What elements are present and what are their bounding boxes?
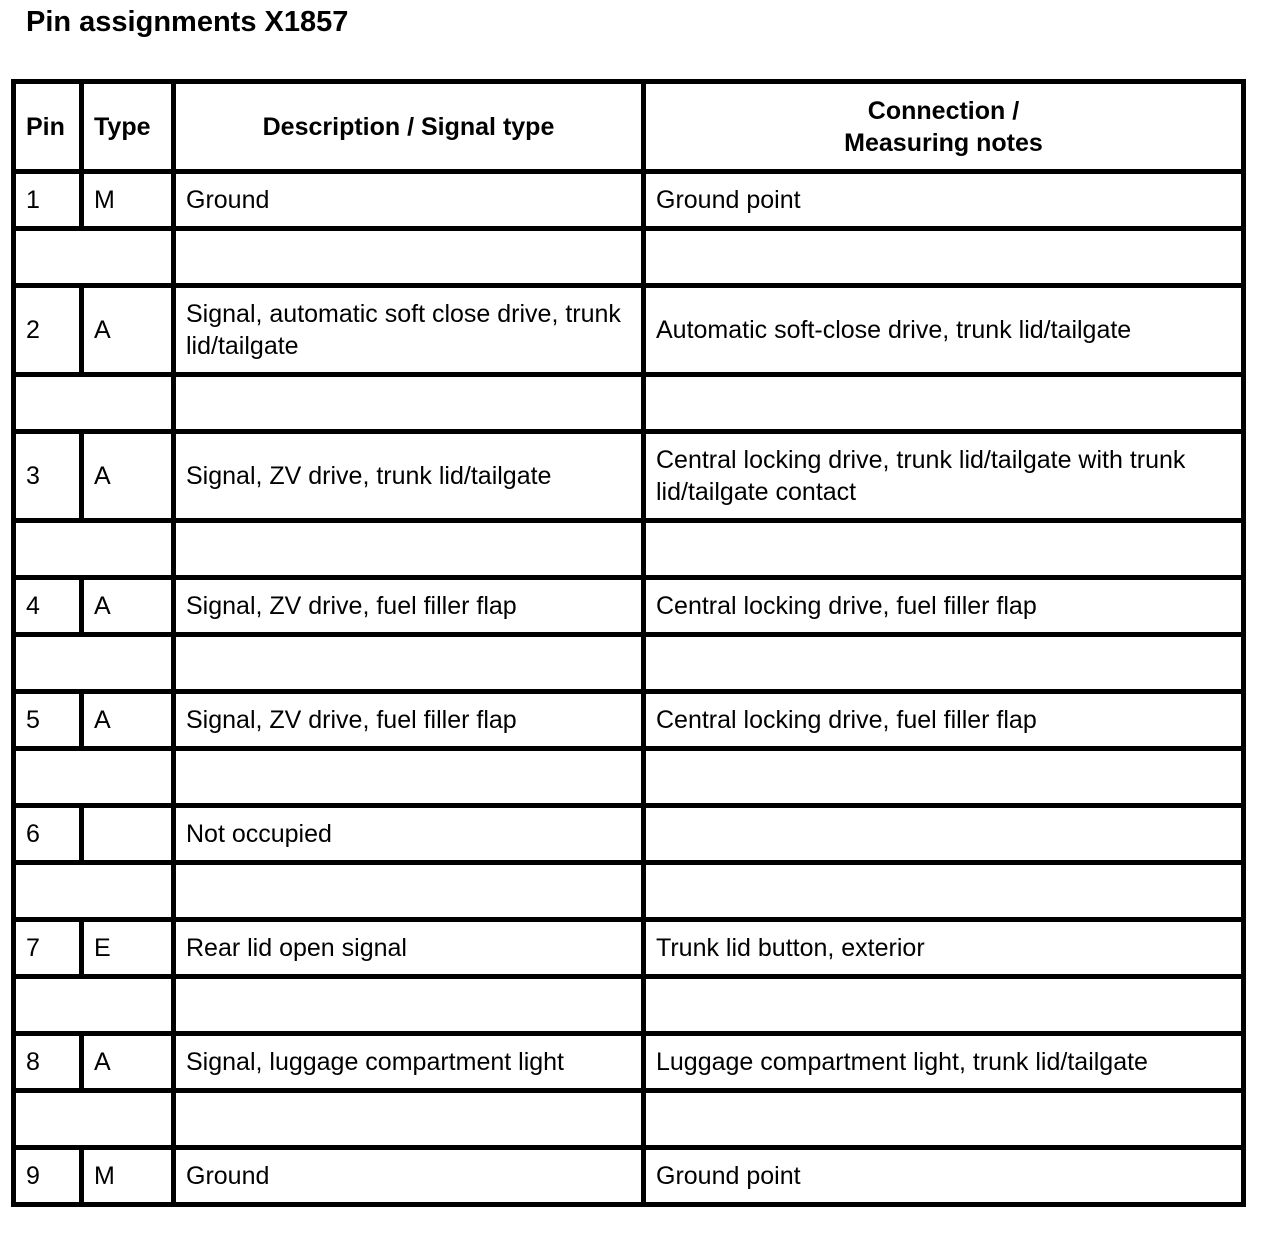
spacer-cell (644, 1091, 1244, 1148)
description-cell: Not occupied (174, 806, 644, 863)
spacer-cell (14, 635, 174, 692)
description-cell: Signal, automatic soft close drive, trunk lid/tailgate (174, 286, 644, 375)
description-cell: Signal, ZV drive, trunk lid/tailgate (174, 432, 644, 521)
spacer-row (14, 977, 1244, 1034)
spacer-row (14, 863, 1244, 920)
spacer-cell (14, 229, 174, 286)
spacer-cell (14, 863, 174, 920)
spacer-cell (644, 749, 1244, 806)
header-type: Type (82, 82, 174, 172)
spacer-cell (644, 229, 1244, 286)
connection-cell: Automatic soft-close drive, trunk lid/tailgate (644, 286, 1244, 375)
header-pin: Pin (14, 82, 82, 172)
pin-cell: 9 (14, 1148, 82, 1205)
connection-cell: Ground point (644, 1148, 1244, 1205)
pin-assignment-table (11, 79, 1246, 1207)
spacer-cell (174, 375, 644, 432)
table-row (14, 920, 1244, 977)
type-cell: M (82, 1148, 174, 1205)
spacer-cell (174, 749, 644, 806)
spacer-row (14, 1091, 1244, 1148)
type-cell: A (82, 432, 174, 521)
header-connection-line1: Connection / (867, 96, 1020, 125)
spacer-cell (644, 375, 1244, 432)
table-row (14, 1148, 1244, 1205)
table-row (14, 172, 1244, 229)
description-cell: Signal, ZV drive, fuel filler flap (174, 692, 644, 749)
spacer-cell (14, 375, 174, 432)
spacer-cell (14, 521, 174, 578)
connection-cell: Central locking drive, trunk lid/tailgate with trunk lid/tailgate contact (644, 432, 1244, 521)
spacer-cell (644, 863, 1244, 920)
connection-cell: Luggage compartment light, trunk lid/tailgate (644, 1034, 1244, 1091)
spacer-cell (174, 977, 644, 1034)
connection-cell (644, 806, 1244, 863)
type-cell: A (82, 286, 174, 375)
table-row (14, 578, 1244, 635)
spacer-cell (644, 977, 1244, 1034)
spacer-cell (14, 749, 174, 806)
type-cell (82, 806, 174, 863)
connection-cell: Ground point (644, 172, 1244, 229)
pin-cell: 7 (14, 920, 82, 977)
table-header-row (14, 82, 1244, 172)
pin-cell: 3 (14, 432, 82, 521)
connection-cell: Central locking drive, fuel filler flap (644, 578, 1244, 635)
pin-cell: 5 (14, 692, 82, 749)
header-connection-line2: Measuring notes (844, 128, 1043, 157)
description-cell: Signal, luggage compartment light (174, 1034, 644, 1091)
table-row (14, 1034, 1244, 1091)
spacer-cell (174, 521, 644, 578)
pin-cell: 1 (14, 172, 82, 229)
spacer-row (14, 749, 1244, 806)
spacer-cell (174, 635, 644, 692)
table-row (14, 432, 1244, 521)
type-cell: E (82, 920, 174, 977)
spacer-cell (14, 977, 174, 1034)
spacer-cell (174, 863, 644, 920)
page-title: Pin assignments X1857 (26, 6, 349, 38)
description-cell: Rear lid open signal (174, 920, 644, 977)
table-row (14, 692, 1244, 749)
pin-cell: 4 (14, 578, 82, 635)
header-description: Description / Signal type (174, 82, 644, 172)
type-cell: A (82, 578, 174, 635)
spacer-row (14, 521, 1244, 578)
spacer-row (14, 635, 1244, 692)
type-cell: M (82, 172, 174, 229)
header-connection (644, 82, 1244, 172)
description-cell: Ground (174, 172, 644, 229)
pin-cell: 6 (14, 806, 82, 863)
spacer-cell (644, 521, 1244, 578)
spacer-row (14, 229, 1244, 286)
spacer-cell (174, 1091, 644, 1148)
connection-cell: Trunk lid button, exterior (644, 920, 1244, 977)
description-cell: Ground (174, 1148, 644, 1205)
description-cell: Signal, ZV drive, fuel filler flap (174, 578, 644, 635)
spacer-row (14, 375, 1244, 432)
pin-cell: 2 (14, 286, 82, 375)
type-cell: A (82, 1034, 174, 1091)
type-cell: A (82, 692, 174, 749)
connection-cell: Central locking drive, fuel filler flap (644, 692, 1244, 749)
spacer-cell (174, 229, 644, 286)
table-row (14, 286, 1244, 375)
pin-cell: 8 (14, 1034, 82, 1091)
spacer-cell (644, 635, 1244, 692)
spacer-cell (14, 1091, 174, 1148)
table-row (14, 806, 1244, 863)
